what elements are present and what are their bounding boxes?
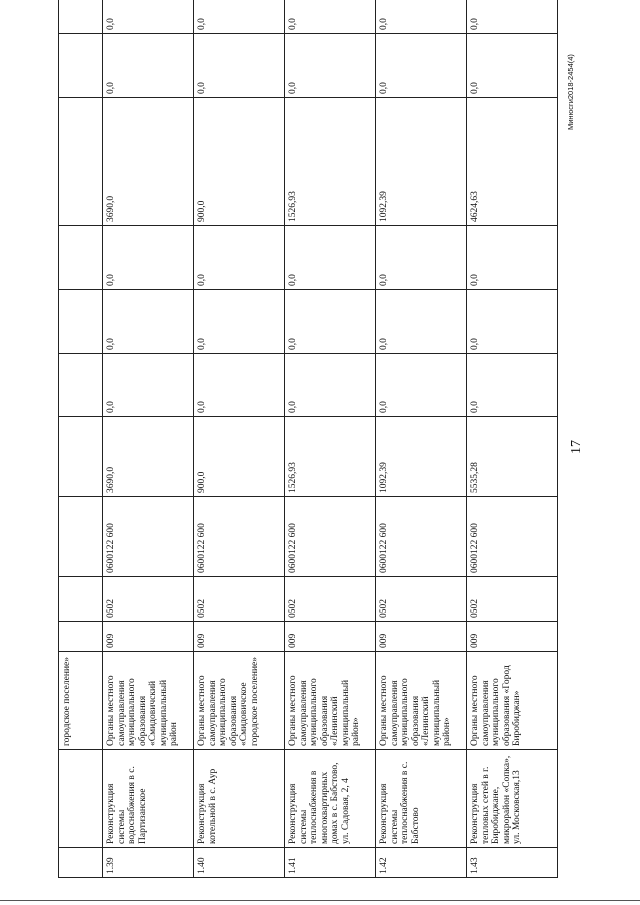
total-amount: 1092,39 [376, 417, 467, 497]
table-cell [59, 354, 103, 417]
executor: Органы местного самоуправления муниципального образования «Смидовичское городское поселение» [194, 652, 285, 750]
executor: Органы местного самоуправления муниципального образования «Ленинский муниципальный район» [376, 652, 467, 750]
year-amount: 1092,39 [376, 98, 467, 226]
measure-name: Реконструкция системы теплоснабжения в многоквартирных домах в с. Бабстово, ул. Садовая, 2, 4 [285, 750, 376, 848]
row-number: 1.41 [285, 848, 376, 878]
measure-name: Реконструкция тепловых сетей в г. Биробиджане, микрорайон «Сопка», ул. Московская,13 [467, 750, 558, 848]
rzpr-code: 0502 [194, 577, 285, 622]
year-amount: 0,0 [285, 226, 376, 290]
measure-name: Реконструкция системы водоснабжения в с. Партизанское [103, 750, 194, 848]
table-row [376, 0, 467, 878]
program-table [58, 0, 558, 878]
table-cell [59, 0, 103, 34]
total-amount: 900,0 [194, 417, 285, 497]
table-cell [59, 290, 103, 354]
grbs-code: 009 [103, 622, 194, 652]
year-amount: 0,0 [194, 0, 285, 34]
year-amount: 0,0 [103, 354, 194, 417]
executor: Органы местного самоуправления муниципального образования «Город Биробиджан» [467, 652, 558, 750]
csr-code: 0600122 600 [103, 497, 194, 577]
table-row [194, 0, 285, 878]
table-cell [59, 98, 103, 226]
document-code: Минюсги2018-2454(4) [566, 54, 575, 130]
measure-name: Реконструкция системы теплоснабжения в с. Бабстово [376, 750, 467, 848]
executor: Органы местного самоуправления муниципального образования «Ленинский муниципальный район» [285, 652, 376, 750]
table-row [103, 0, 194, 878]
executor: Органы местного самоуправления муниципального образования «Смидовичский муниципальный район [103, 652, 194, 750]
year-amount: 0,0 [103, 290, 194, 354]
table-cell-executor: городское поселение» [59, 652, 103, 750]
table-cell [59, 226, 103, 290]
total-amount: 3690,0 [103, 417, 194, 497]
year-amount: 0,0 [467, 0, 558, 34]
scan-edge-line [0, 900, 640, 901]
year-amount: 0,0 [376, 290, 467, 354]
row-number: 1.43 [467, 848, 558, 878]
rzpr-code: 0502 [376, 577, 467, 622]
rzpr-code: 0502 [103, 577, 194, 622]
grbs-code: 009 [467, 622, 558, 652]
year-amount: 900,0 [194, 98, 285, 226]
grbs-code: 009 [194, 622, 285, 652]
year-amount: 0,0 [194, 226, 285, 290]
year-amount: 4624,63 [467, 98, 558, 226]
year-amount: 0,0 [376, 0, 467, 34]
year-amount: 0,0 [376, 226, 467, 290]
year-amount: 0,0 [467, 226, 558, 290]
year-amount: 0,0 [467, 290, 558, 354]
year-amount: 0,0 [103, 226, 194, 290]
year-amount: 0,0 [285, 0, 376, 34]
row-number: 1.40 [194, 848, 285, 878]
row-number: 1.42 [376, 848, 467, 878]
year-amount: 0,0 [103, 0, 194, 34]
csr-code: 0600122 600 [467, 497, 558, 577]
year-amount: 1526,93 [285, 98, 376, 226]
year-amount: 0,0 [194, 290, 285, 354]
page-number: 17 [569, 440, 584, 454]
grbs-code: 009 [285, 622, 376, 652]
grbs-code: 009 [376, 622, 467, 652]
csr-code: 0600122 600 [194, 497, 285, 577]
rotated-page [58, 8, 584, 878]
rzpr-code: 0502 [285, 577, 376, 622]
table-cell [59, 622, 103, 652]
table-row [467, 0, 558, 878]
csr-code: 0600122 600 [376, 497, 467, 577]
table-row [285, 0, 376, 878]
table-cell [59, 848, 103, 878]
table-cell [59, 577, 103, 622]
csr-code: 0600122 600 [285, 497, 376, 577]
year-amount: 0,0 [194, 354, 285, 417]
table-cell [59, 750, 103, 848]
total-amount: 5535,28 [467, 417, 558, 497]
year-amount: 0,0 [376, 34, 467, 98]
year-amount: 0,0 [376, 354, 467, 417]
year-amount: 3690,0 [103, 98, 194, 226]
year-amount: 0,0 [285, 290, 376, 354]
year-amount: 0,0 [285, 34, 376, 98]
total-amount: 1526,93 [285, 417, 376, 497]
year-amount: 0,0 [467, 34, 558, 98]
table-cell [59, 417, 103, 497]
rzpr-code: 0502 [467, 577, 558, 622]
measure-name: Реконструкция котельной в с. Аур [194, 750, 285, 848]
year-amount: 0,0 [285, 354, 376, 417]
year-amount: 0,0 [467, 354, 558, 417]
table-cell [59, 34, 103, 98]
year-amount: 0,0 [103, 34, 194, 98]
year-amount: 0,0 [194, 34, 285, 98]
row-number: 1.39 [103, 848, 194, 878]
table-row-continuation [59, 0, 103, 878]
table-cell [59, 497, 103, 577]
